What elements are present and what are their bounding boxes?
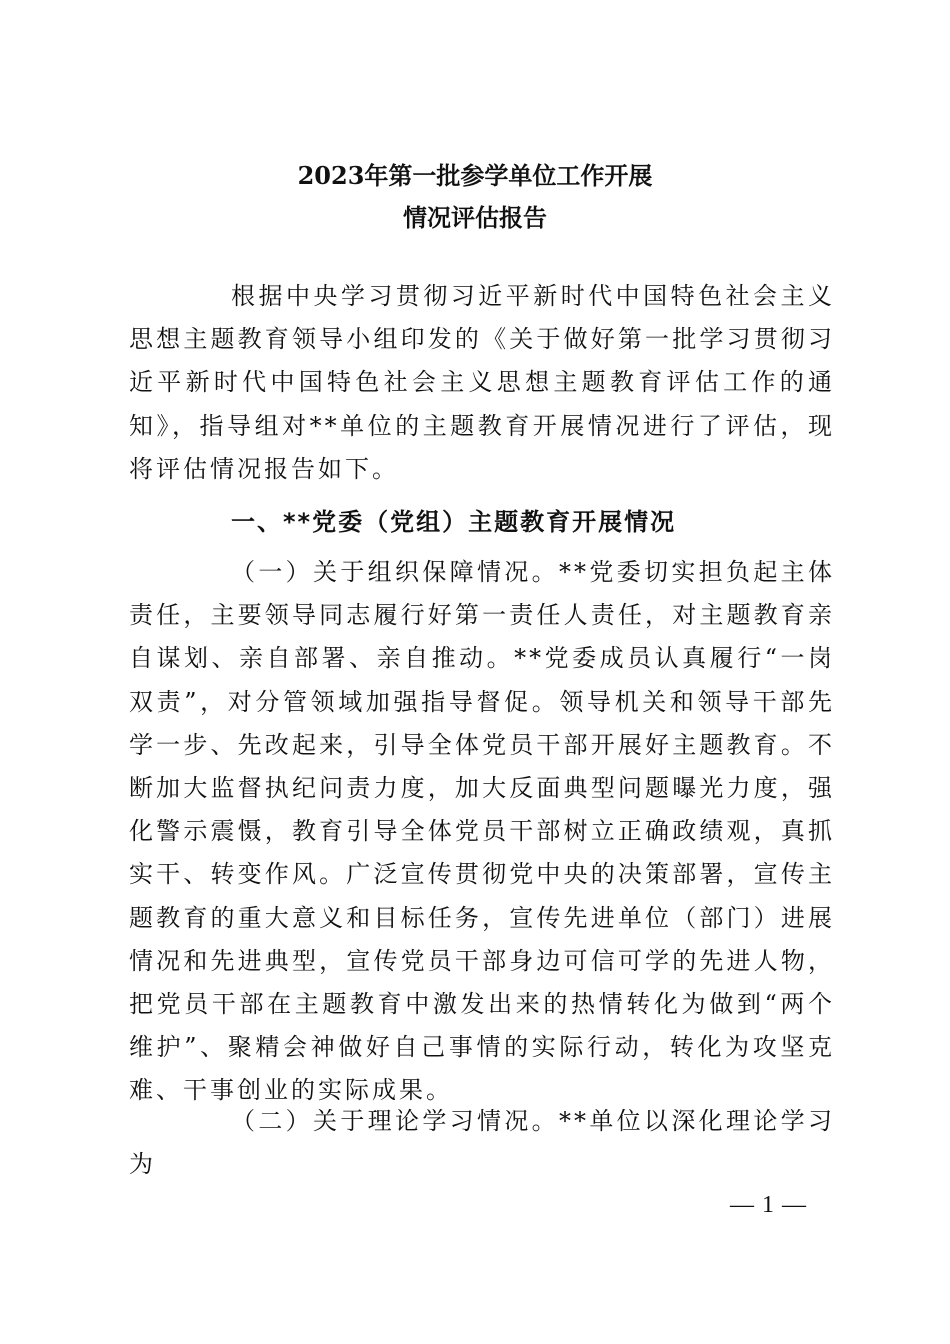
subsection-2-paragraph: （二）关于理论学习情况。**单位以深化理论学习为 (129, 1107, 835, 1179)
intro-paragraph: 根据中央学习贯彻习近平新时代中国特色社会主义思想主题教育领导小组印发的《关于做好第一批学习贯彻习近平新时代中国特色社会主义思想主题教育评估工作的通知》，指导组对**单位的主题教育开展情况进行了评估，现将评估情况报告如下。 (129, 282, 835, 483)
report-title-line-2: 情况评估报告 (403, 203, 547, 232)
section-1-heading: 一、**党委（党组）主题教育开展情况 (231, 508, 677, 536)
page-number: — 1 — (730, 1192, 807, 1218)
report-title-line-1: 2023年第一批参学单位工作开展 (297, 161, 653, 190)
subsection-1-paragraph: （一）关于组织保障情况。**党委切实担负起主体责任，主要领导同志履行好第一责任人责任，对主题教育亲自谋划、亲自部署、亲自推动。**党委成员认真履行“一岗双责”，对分管领域加强指导督促。领导机关和领导干部先学一步、先改起来，引导全体党员干部开展好主题教育。不断加大监督执纪问责力度，加大反面典型问题曝光力度，强化警示震慑，教育引导全体党员干部树立正确政绩观，真抓实干、转变作风。广泛宣传贯彻党中央的决策部署，宣传主题教育的重大意义和目标任务，宣传先进单位（部门）进展情况和先进典型，宣传党员干部身边可信可学的先进人物，把党员干部在主题教育中激发出来的热情转化为做到“两个维护”、聚精会神做好自己事情的实际行动，转化为攻坚克难、干事创业的实际成果。 (129, 558, 835, 1105)
